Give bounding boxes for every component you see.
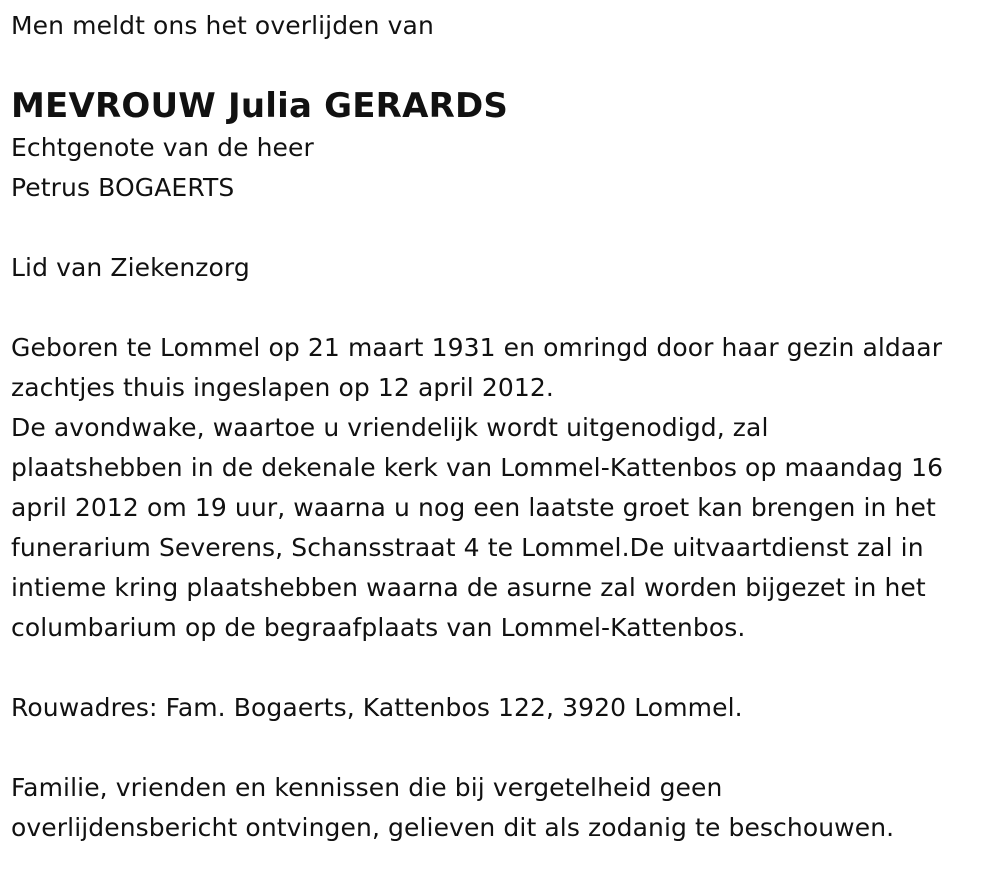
death-notice xyxy=(11,0,996,848)
spacer xyxy=(11,728,996,768)
spouse-line: Echtgenote van de heer xyxy=(11,133,314,162)
spouse-name: Petrus BOGAERTS xyxy=(11,173,235,202)
main-text-line: funerarium Severens, Schansstraat 4 te Lommel.De uitvaartdienst zal in xyxy=(11,533,924,562)
spacer xyxy=(11,208,996,248)
spacer xyxy=(11,288,996,328)
main-text-line: Geboren te Lommel op 21 maart 1931 en omringd door haar gezin aldaar xyxy=(11,333,943,362)
main-text-line: intieme kring plaatshebben waarna de asurne zal worden bijgezet in het xyxy=(11,573,926,602)
main-paragraph xyxy=(11,328,996,648)
closing-line: overlijdensbericht ontvingen, gelieven dit als zodanig te beschouwen. xyxy=(11,813,895,842)
closing-paragraph xyxy=(11,768,996,848)
main-text-line: zachtjes thuis ingeslapen op 12 april 2012. xyxy=(11,373,554,402)
spacer xyxy=(11,648,996,688)
main-text-line: De avondwake, waartoe u vriendelijk wordt uitgenodigd, zal xyxy=(11,413,769,442)
intro-text: Men meldt ons het overlijden van xyxy=(11,11,434,40)
membership-text: Lid van Ziekenzorg xyxy=(11,253,250,282)
spouse-block xyxy=(11,128,996,208)
deceased-name: MEVROUW Julia GERARDS xyxy=(11,86,509,126)
main-text-line: columbarium op de begraafplaats van Lommel-Kattenbos. xyxy=(11,613,746,642)
main-text-line: plaatshebben in de dekenale kerk van Lommel-Kattenbos op maandag 16 xyxy=(11,453,944,482)
closing-line: Familie, vrienden en kennissen die bij vergetelheid geen xyxy=(11,773,723,802)
main-text-line: april 2012 om 19 uur, waarna u nog een laatste groet kan brengen in het xyxy=(11,493,936,522)
mourning-address: Rouwadres: Fam. Bogaerts, Kattenbos 122, 3920 Lommel. xyxy=(11,693,743,722)
